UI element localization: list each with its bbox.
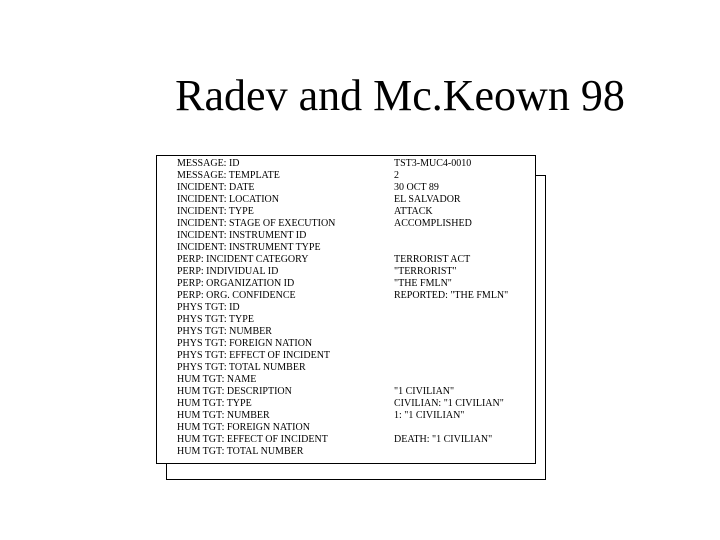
field-name: PHYS TGT: EFFECT OF INCIDENT bbox=[177, 350, 331, 361]
template-row bbox=[177, 350, 537, 362]
template-row bbox=[177, 362, 537, 374]
template-row bbox=[177, 170, 537, 182]
template-row bbox=[177, 410, 537, 422]
template-row bbox=[177, 266, 537, 278]
field-name: INCIDENT: INSTRUMENT ID bbox=[177, 230, 307, 241]
template-row bbox=[177, 374, 537, 386]
template-row bbox=[177, 194, 537, 206]
field-name: HUM TGT: FOREIGN NATION bbox=[177, 422, 310, 433]
field-name: INCIDENT: INSTRUMENT TYPE bbox=[177, 242, 321, 253]
template-row bbox=[177, 434, 537, 446]
field-value: ACCOMPLISHED bbox=[394, 218, 472, 229]
field-name: HUM TGT: TYPE bbox=[177, 398, 252, 409]
field-value: "THE FMLN" bbox=[394, 278, 452, 289]
template-card bbox=[156, 155, 536, 464]
template-row bbox=[177, 230, 537, 242]
field-value: "1 CIVILIAN" bbox=[394, 386, 455, 397]
template-row bbox=[177, 158, 537, 170]
template-row bbox=[177, 326, 537, 338]
template-row bbox=[177, 302, 537, 314]
field-name: INCIDENT: DATE bbox=[177, 182, 255, 193]
template-row bbox=[177, 182, 537, 194]
field-name: HUM TGT: NUMBER bbox=[177, 410, 270, 421]
field-value: TST3-MUC4-0010 bbox=[394, 158, 472, 169]
template-rows bbox=[177, 158, 537, 458]
template-row bbox=[177, 446, 537, 458]
field-name: HUM TGT: NAME bbox=[177, 374, 257, 385]
template-row bbox=[177, 278, 537, 290]
template-row bbox=[177, 338, 537, 350]
field-value: DEATH: "1 CIVILIAN" bbox=[394, 434, 493, 445]
template-row bbox=[177, 242, 537, 254]
field-value: 1: "1 CIVILIAN" bbox=[394, 410, 465, 421]
field-value: 30 OCT 89 bbox=[394, 182, 439, 193]
field-name: PHYS TGT: TYPE bbox=[177, 314, 254, 325]
template-row bbox=[177, 290, 537, 302]
template-row bbox=[177, 206, 537, 218]
field-name: HUM TGT: EFFECT OF INCIDENT bbox=[177, 434, 328, 445]
field-name: INCIDENT: STAGE OF EXECUTION bbox=[177, 218, 336, 229]
field-name: MESSAGE: ID bbox=[177, 158, 240, 169]
field-value: 2 bbox=[394, 170, 399, 181]
field-name: PERP: INCIDENT CATEGORY bbox=[177, 254, 309, 265]
template-row bbox=[177, 314, 537, 326]
slide-title: Radev and Mc.Keown 98 bbox=[175, 71, 625, 120]
field-name: PERP: ORG. CONFIDENCE bbox=[177, 290, 296, 301]
template-row bbox=[177, 386, 537, 398]
field-value: TERRORIST ACT bbox=[394, 254, 471, 265]
field-name: PHYS TGT: NUMBER bbox=[177, 326, 272, 337]
field-value: REPORTED: "THE FMLN" bbox=[394, 290, 509, 301]
template-row bbox=[177, 254, 537, 266]
field-name: PHYS TGT: ID bbox=[177, 302, 240, 313]
field-name: PHYS TGT: TOTAL NUMBER bbox=[177, 362, 306, 373]
field-name: PERP: ORGANIZATION ID bbox=[177, 278, 295, 289]
field-name: INCIDENT: TYPE bbox=[177, 206, 254, 217]
field-value: EL SALVADOR bbox=[394, 194, 461, 205]
field-value: CIVILIAN: "1 CIVILIAN" bbox=[394, 398, 504, 409]
template-row bbox=[177, 218, 537, 230]
template-row bbox=[177, 422, 537, 434]
field-name: HUM TGT: TOTAL NUMBER bbox=[177, 446, 304, 457]
field-name: INCIDENT: LOCATION bbox=[177, 194, 279, 205]
field-value: "TERRORIST" bbox=[394, 266, 457, 277]
field-name: PERP: INDIVIDUAL ID bbox=[177, 266, 279, 277]
field-value: ATTACK bbox=[394, 206, 433, 217]
field-name: MESSAGE: TEMPLATE bbox=[177, 170, 280, 181]
field-name: HUM TGT: DESCRIPTION bbox=[177, 386, 292, 397]
field-name: PHYS TGT: FOREIGN NATION bbox=[177, 338, 313, 349]
template-row bbox=[177, 398, 537, 410]
